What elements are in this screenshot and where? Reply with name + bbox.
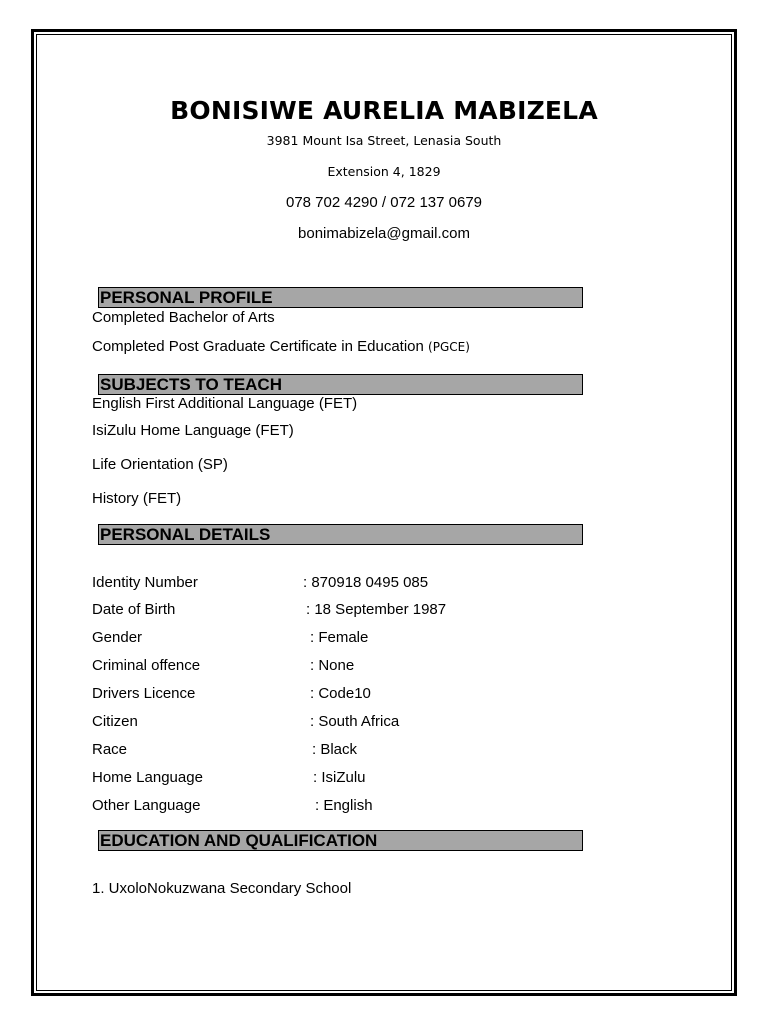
education-item: 1. UxoloNokuzwana Secondary School <box>92 880 352 897</box>
detail-label: Gender <box>92 629 143 646</box>
detail-label: Drivers Licence <box>92 685 196 702</box>
subject-item: Life Orientation (SP) <box>92 456 228 473</box>
detail-label: Race <box>92 741 128 758</box>
address-line-2: Extension 4, 1829 <box>327 164 441 179</box>
detail-label: Citizen <box>92 713 138 730</box>
detail-label: Date of Birth <box>92 601 176 618</box>
profile-item: Completed Bachelor of Arts <box>92 309 275 326</box>
address-line-1: 3981 Mount Isa Street, Lenasia South <box>266 133 502 148</box>
subject-item: IsiZulu Home Language (FET) <box>92 422 294 439</box>
section-education <box>98 830 583 851</box>
section-subjects-to-teach <box>98 374 583 395</box>
detail-value: : Code10 <box>310 685 371 702</box>
subject-item: History (FET) <box>92 490 182 507</box>
email-address: bonimabizela@gmail.com <box>298 225 470 242</box>
detail-label: Identity Number <box>92 574 198 591</box>
detail-label: Home Language <box>92 769 203 786</box>
candidate-name: BONISIWE AURELIA MABIZELA <box>170 96 598 125</box>
section-personal-details <box>98 524 583 545</box>
detail-value: : None <box>310 657 355 674</box>
detail-value: : South Africa <box>310 713 400 730</box>
profile-item-text: Completed Post Graduate Certificate in Education <box>92 338 424 355</box>
profile-item-abbr: (PGCE) <box>428 340 470 354</box>
section-heading: SUBJECTS TO TEACH <box>100 375 282 394</box>
detail-label: Other Language <box>92 797 201 814</box>
detail-value: : 18 September 1987 <box>306 601 447 618</box>
detail-value: : IsiZulu <box>313 769 366 786</box>
phone-numbers: 078 702 4290 / 072 137 0679 <box>285 194 483 211</box>
detail-value: : Female <box>310 629 369 646</box>
detail-value: : English <box>315 797 373 814</box>
detail-value: : 870918 0495 085 <box>303 574 429 591</box>
profile-item <box>92 338 470 356</box>
section-heading: PERSONAL DETAILS <box>100 525 271 544</box>
subject-item: English First Additional Language (FET) <box>92 395 358 412</box>
detail-value: : Black <box>312 741 358 758</box>
section-personal-profile <box>98 287 583 308</box>
section-heading: EDUCATION AND QUALIFICATION <box>100 831 378 850</box>
section-heading: PERSONAL PROFILE <box>100 288 273 307</box>
detail-label: Criminal offence <box>92 657 201 674</box>
